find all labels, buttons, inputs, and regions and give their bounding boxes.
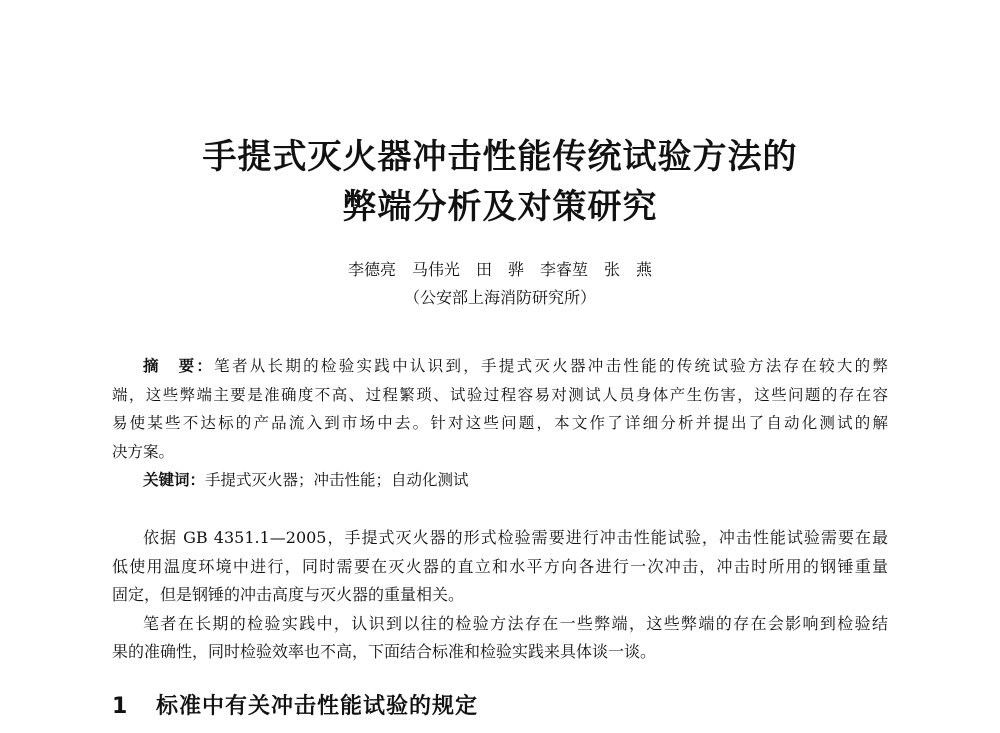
paper-title-line-2: 弊端分析及对策研究	[342, 187, 658, 227]
affiliation: （公安部上海消防研究所）	[403, 288, 596, 307]
section-title: 标准中有关冲击性能试验的规定	[156, 694, 479, 719]
body-p1-line-3: 固定，但是钢锤的冲击高度与灭火器的重量相关。	[112, 585, 465, 604]
body-p2-line-1: 笔者在长期的检验实践中，认识到以往的检验方法存在一些弊端，这些弊端的存在会影响到检验结	[143, 613, 888, 633]
keywords	[112, 466, 888, 495]
abstract-label: 摘 要：	[143, 357, 215, 375]
keywords-line	[112, 466, 888, 495]
body-text	[112, 524, 888, 667]
abstract-line-4: 决方案。	[112, 442, 175, 461]
body-p1-line-2: 低使用温度环境中进行，同时需要在灭火器的直立和水平方向各进行一次冲击，冲击时所用的钢锤重量	[112, 556, 888, 576]
abstract-line-3: 易使某些不达标的产品流入到市场中去。针对这些问题，本文作了详细分析并提出了自动化测试的解	[112, 414, 888, 432]
abstract-line-2: 端，这些弊端主要是准确度不高、过程繁琐、试验过程容易对测试人员身体产生伤害，这些问题的存在容	[112, 385, 888, 404]
section-number: 1	[112, 694, 129, 719]
body-p1-line-1: 依据 GB 4351.1—2005，手提式灭火器的形式检验需要进行冲击性能试验，冲击性能试验需要在最	[143, 528, 888, 547]
body-p2-line-2: 果的准确性，同时检验效率也不高，下面结合标准和检验实践来具体谈一谈。	[112, 642, 657, 661]
authors: 李德亮 马伟光 田 骅 李睿堃 张 燕	[347, 260, 652, 279]
keywords-label: 关键词：	[143, 471, 206, 489]
paper-title-line-1: 手提式灭火器冲击性能传统试验方法的	[202, 137, 798, 177]
abstract	[112, 352, 888, 466]
abstract-text: 笔者从长期的检验实践中认识到，手提式灭火器冲击性能的传统试验方法存在较大的弊	[214, 357, 888, 375]
abstract-line-1	[112, 352, 888, 381]
keywords-text: 手提式灭火器；冲击性能；自动化测试	[205, 471, 469, 489]
section-heading-1	[112, 696, 478, 718]
